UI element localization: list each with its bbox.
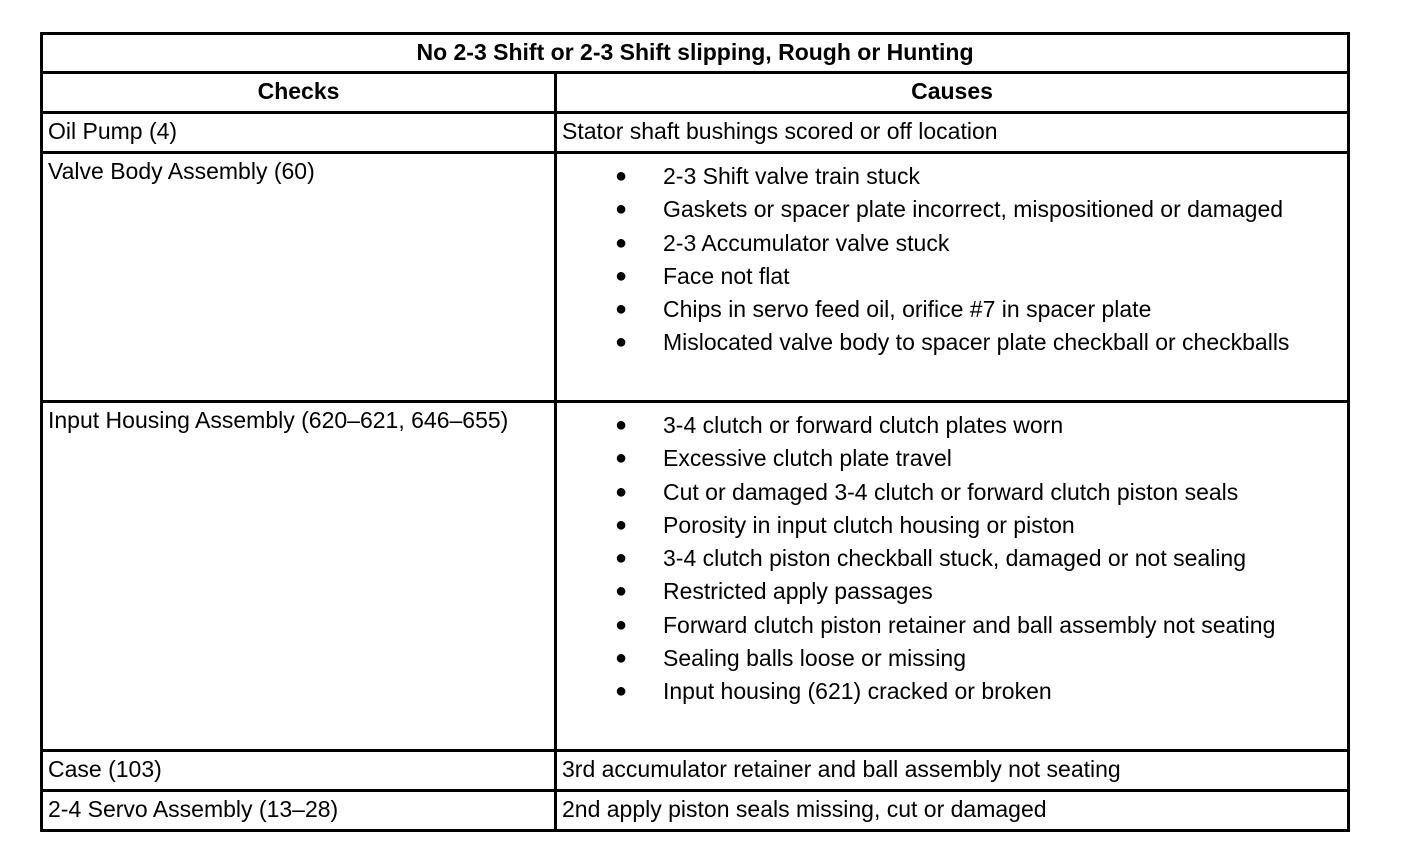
title-row (42, 34, 1349, 73)
cause-text: Forward clutch piston retainer and ball assembly not seating (663, 611, 1276, 638)
check-cell: Input Housing Assembly (620–621, 646–655) (42, 402, 556, 751)
cause-text: 3-4 clutch or forward clutch plates worn (663, 412, 1064, 438)
cause-cell: Stator shaft bushings scored or off location (556, 113, 1349, 153)
bullet-icon: ● (615, 680, 628, 703)
bullet-icon: ● (615, 447, 628, 470)
check-cell: 2-4 Servo Assembly (13–28) (42, 791, 556, 831)
list-item (557, 509, 1347, 542)
cause-text: Sealing balls loose or missing (663, 645, 966, 672)
cause-text: Porosity in input clutch housing or piston (663, 511, 1075, 538)
cause-text: 3-4 clutch piston checkball stuck, damaged or not sealing (663, 545, 1246, 572)
list-item (557, 193, 1347, 226)
table-row (42, 751, 1349, 791)
bullet-icon: ● (615, 480, 628, 503)
cause-text: Chips in servo feed oil, orifice #7 in spacer plate (663, 296, 1152, 323)
bullet-icon: ● (615, 613, 628, 636)
cause-text: Cut or damaged 3-4 clutch or forward clutch piston seals (663, 478, 1239, 505)
list-item (557, 326, 1347, 359)
bullet-icon: ● (615, 647, 628, 670)
list-item (557, 160, 1347, 193)
bullet-icon: ● (615, 414, 628, 436)
cause-cell (556, 153, 1349, 402)
bullet-icon: ● (615, 331, 628, 354)
list-item (557, 476, 1347, 509)
check-cell: Case (103) (42, 751, 556, 791)
list-item (557, 409, 1347, 442)
list-item (557, 227, 1347, 260)
cause-text: Gaskets or spacer plate incorrect, mispositioned or damaged (663, 196, 1284, 223)
list-item (557, 642, 1347, 675)
list-item (557, 575, 1347, 608)
bullet-icon: ● (615, 298, 628, 321)
cause-text: Excessive clutch plate travel (663, 445, 952, 472)
cause-text: Mislocated valve body to spacer plate checkball or checkballs (663, 329, 1290, 356)
cause-list (557, 409, 1347, 709)
list-item (557, 609, 1347, 642)
table-row (42, 113, 1349, 153)
bullet-icon: ● (615, 513, 628, 536)
cause-cell: 3rd accumulator retainer and ball assembly not seating (556, 751, 1349, 791)
diagnosis-table (40, 32, 1350, 832)
bullet-icon: ● (615, 580, 628, 603)
bullet-icon: ● (615, 264, 628, 287)
check-cell: Oil Pump (4) (42, 113, 556, 153)
check-cell: Valve Body Assembly (60) (42, 153, 556, 402)
cause-list (557, 160, 1347, 360)
list-item (557, 260, 1347, 293)
bullet-icon: ● (615, 165, 628, 187)
list-item (557, 675, 1347, 708)
cause-cell: 2nd apply piston seals missing, cut or damaged (556, 791, 1349, 831)
list-item (557, 542, 1347, 575)
cause-text: Input housing (621) cracked or broken (663, 678, 1052, 705)
bullet-icon: ● (615, 198, 628, 221)
table-title: No 2-3 Shift or 2-3 Shift slipping, Rough or Hunting (42, 34, 1349, 73)
list-item (557, 293, 1347, 326)
cause-text: 2-3 Shift valve train stuck (663, 163, 920, 189)
bullet-icon: ● (615, 547, 628, 570)
header-row (42, 73, 1349, 113)
header-checks: Checks (42, 73, 556, 113)
cause-text: Restricted apply passages (663, 578, 933, 605)
cause-text: 2-3 Accumulator valve stuck (663, 229, 950, 256)
list-item (557, 442, 1347, 475)
table-row (42, 791, 1349, 831)
bullet-icon: ● (615, 231, 628, 254)
cause-text: Face not flat (663, 262, 790, 289)
header-causes: Causes (556, 73, 1349, 113)
table-row (42, 402, 1349, 751)
cause-cell (556, 402, 1349, 751)
table-row (42, 153, 1349, 402)
